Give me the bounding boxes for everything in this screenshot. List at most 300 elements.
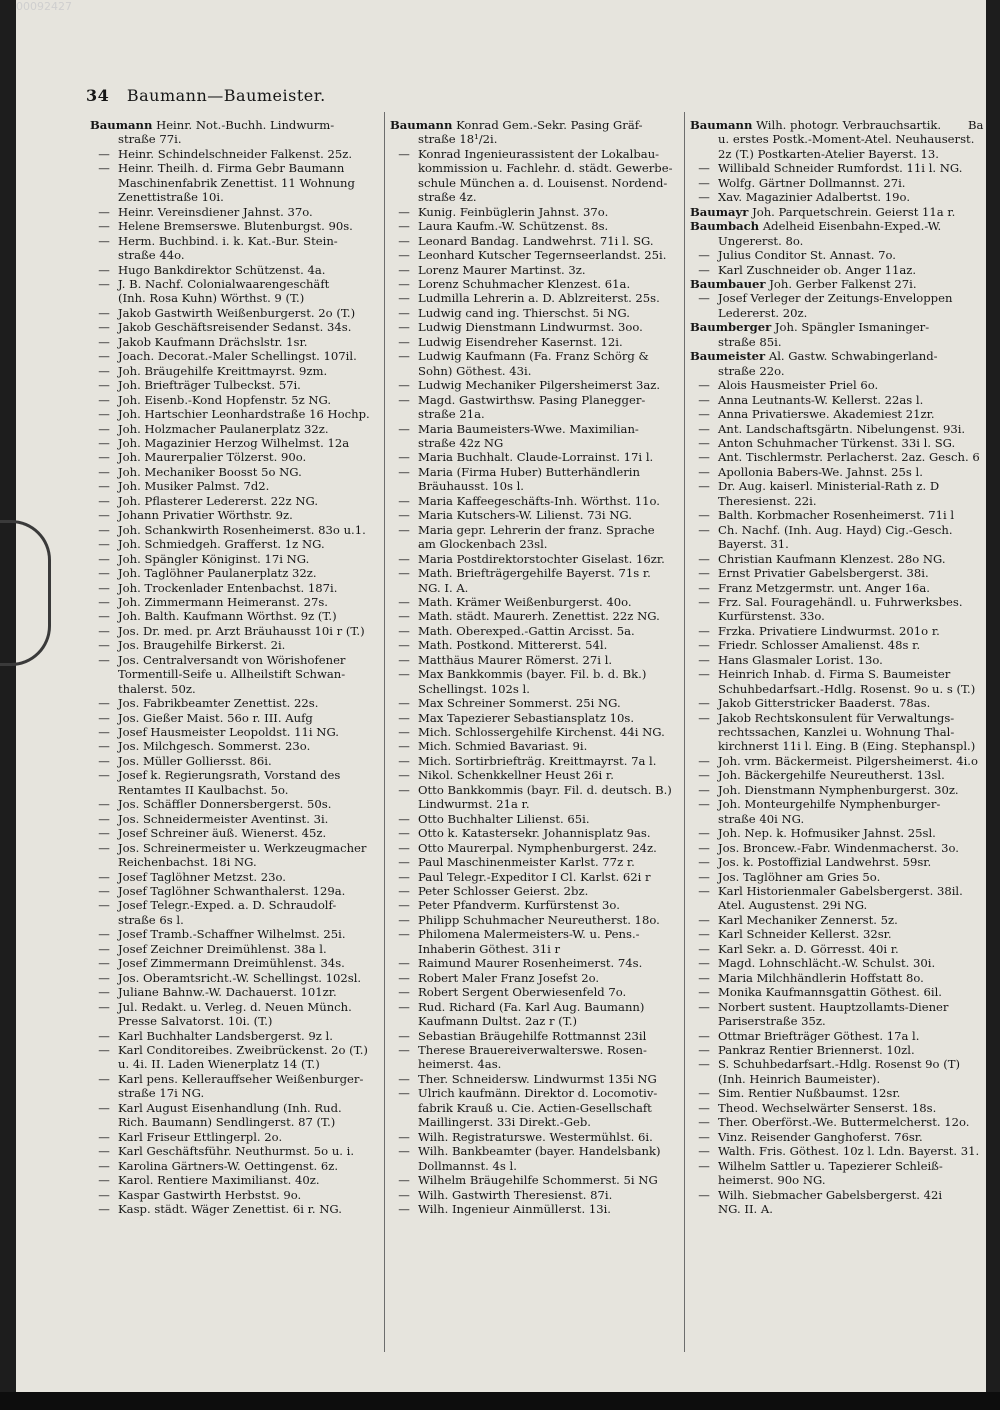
page-number: 34 <box>86 86 110 105</box>
directory-entry <box>90 190 380 204</box>
entry-text: Balth. Korbmacher Rosenheimerst. 71i l <box>718 508 955 523</box>
entry-text: Rud. Richard (Fa. Karl Aug. Baumann) <box>418 999 645 1014</box>
entry-text: straße 22o. <box>718 363 785 378</box>
directory-entry <box>390 1159 680 1173</box>
directory-entry <box>390 508 680 522</box>
entry-text: Joh. Holzmacher Paulanerplatz 32z. <box>118 421 329 436</box>
directory-entry <box>968 118 986 132</box>
directory-entry <box>690 118 980 132</box>
entry-text: straße 21a. <box>418 407 485 422</box>
ditto-dash: — <box>398 320 410 335</box>
directory-column-1 <box>90 118 380 1216</box>
ditto-dash: — <box>398 334 410 349</box>
ditto-dash: — <box>398 652 410 667</box>
directory-entry <box>390 566 680 580</box>
ditto-dash: — <box>698 1100 710 1115</box>
entry-text: Joh. Nep. k. Hofmusiker Jahnst. 25sl. <box>718 826 936 841</box>
directory-entry <box>90 754 380 768</box>
directory-entry <box>90 118 380 132</box>
ditto-dash: — <box>398 204 410 219</box>
ditto-dash: — <box>398 725 410 740</box>
directory-entry <box>690 508 980 522</box>
entry-text: Helene Bremserswe. Blutenburgst. 90s. <box>118 219 353 234</box>
directory-entry <box>390 812 680 826</box>
entry-text: Joh. Musiker Palmst. 7d2. <box>118 479 270 494</box>
entry-text: Wilhelm Bräugehilfe Schommerst. 5i NG <box>418 1173 658 1188</box>
directory-entry <box>690 132 980 146</box>
ditto-dash: — <box>698 797 710 812</box>
directory-entry <box>690 306 980 320</box>
directory-entry <box>390 595 680 609</box>
entry-text: Apollonia Babers-We. Jahnst. 25s l. <box>718 464 923 479</box>
directory-entry <box>90 884 380 898</box>
directory-entry <box>90 205 380 219</box>
entry-text: Sohn) Göthest. 43i. <box>418 363 532 378</box>
entry-text: Joh. Dienstmann Nymphenburgerst. 30z. <box>718 782 959 797</box>
ditto-dash: — <box>698 435 710 450</box>
directory-entry <box>90 581 380 595</box>
ditto-dash: — <box>698 869 710 884</box>
entry-text: Joh. Schankwirth Rosenheimerst. 83o u.1. <box>118 522 366 537</box>
entry-text: Anton Schuhmacher Türkenst. 33i l. SG. <box>718 435 956 450</box>
directory-entry <box>390 306 680 320</box>
binder-clip-mark <box>0 520 51 666</box>
entry-text: Herm. Buchbind. i. k. Kat.-Bur. Stein- <box>118 233 338 248</box>
entry-text: Joh. Mechaniker Boosst 5o NG. <box>118 464 302 479</box>
entry-text: Norbert sustent. Hauptzollamts-Diener <box>718 999 949 1014</box>
directory-entry <box>690 754 980 768</box>
ditto-dash: — <box>98 204 110 219</box>
directory-entry <box>690 1101 980 1115</box>
ditto-dash: — <box>698 248 710 263</box>
directory-entry <box>690 826 980 840</box>
ditto-dash: — <box>98 1187 110 1202</box>
entry-text: Pariserstraße 35z. <box>718 1014 826 1029</box>
entry-text: fabrik Krauß u. Cie. Actien-Gesellschaft <box>418 1100 652 1115</box>
entry-text: Maria gepr. Lehrerin der franz. Sprache <box>418 522 655 537</box>
directory-entry <box>690 465 980 479</box>
directory-entry <box>690 436 980 450</box>
entry-text: Jos. Braugehilfe Birkerst. 2i. <box>118 638 286 653</box>
entry-text: Jul. Redakt. u. Verleg. d. Neuen Münch. <box>118 999 352 1014</box>
entry-text: Theresienst. 22i. <box>718 493 817 508</box>
ditto-dash: — <box>98 479 110 494</box>
directory-entry <box>390 956 680 970</box>
directory-entry <box>90 682 380 696</box>
directory-entry <box>90 595 380 609</box>
directory-entry <box>390 884 680 898</box>
entry-text: Frz. Sal. Fouragehändl. u. Fuhrwerksbes. <box>718 594 963 609</box>
entry-text: NG. II. A. <box>718 1201 773 1216</box>
ditto-dash: — <box>698 638 710 653</box>
ditto-dash: — <box>398 450 410 465</box>
directory-entry <box>90 768 380 782</box>
ditto-dash: — <box>98 276 110 291</box>
directory-entry <box>90 552 380 566</box>
ditto-dash: — <box>698 696 710 711</box>
entry-text: Math. städt. Maurerh. Zenettist. 22z NG. <box>418 609 660 624</box>
directory-entry <box>90 465 380 479</box>
directory-entry <box>390 320 680 334</box>
directory-entry <box>690 855 980 869</box>
entry-text: Joh. Trockenlader Entenbachst. 187i. <box>118 580 338 595</box>
ditto-dash: — <box>398 927 410 942</box>
entry-text: Wilh. Gastwirth Theresienst. 87i. <box>418 1187 613 1202</box>
ditto-dash: — <box>698 450 710 465</box>
entry-text: Ludwig Dienstmann Lindwurmst. 3oo. <box>418 320 643 335</box>
directory-entry <box>390 638 680 652</box>
entry-text: S. Schuhbedarfsart.-Hdlg. Rosenst 9o (T) <box>718 1057 960 1072</box>
entry-text: Ottmar Briefträger Göthest. 17a l. <box>718 1028 920 1043</box>
ditto-dash: — <box>398 378 410 393</box>
ditto-dash: — <box>698 970 710 985</box>
ditto-dash: — <box>98 363 110 378</box>
directory-entry <box>390 927 680 941</box>
directory-entry <box>390 335 680 349</box>
entry-text: kommission u. Fachlehr. d. städt. Gewerbe- <box>418 161 673 176</box>
ditto-dash: — <box>398 638 410 653</box>
entry-text: Ther. Schneidersw. Lindwurmst 135i NG <box>418 1071 657 1086</box>
entry-text: Inhaberin Göthest. 31i r <box>418 941 561 956</box>
directory-entry <box>90 1188 380 1202</box>
entry-text: Mich. Schlossergehilfe Kirchenst. 44i NG. <box>418 725 665 740</box>
directory-entry <box>390 219 680 233</box>
ditto-dash: — <box>98 1144 110 1159</box>
ditto-dash: — <box>98 161 110 176</box>
directory-entry <box>390 711 680 725</box>
directory-entry <box>690 913 980 927</box>
ditto-dash: — <box>698 464 710 479</box>
entry-text: Ulrich kaufmänn. Direktor d. Locomotiv- <box>418 1086 658 1101</box>
entry-text: Presse Salvatorst. 10i. (T.) <box>118 1014 273 1029</box>
entry-text: Sim. Rentier Nußbaumst. 12sr. <box>718 1086 901 1101</box>
entry-text: Josef Verleger der Zeitungs-Enveloppen <box>718 291 953 306</box>
directory-entry <box>390 291 680 305</box>
directory-entry <box>90 277 380 291</box>
directory-entry <box>690 552 980 566</box>
directory-entry <box>690 1188 980 1202</box>
directory-entry <box>390 1202 680 1216</box>
ditto-dash: — <box>98 450 110 465</box>
entry-text: Math. Postkond. Mittererst. 54l. <box>418 638 608 653</box>
directory-entry <box>690 393 980 407</box>
entry-text: NG. I. A. <box>418 580 469 595</box>
directory-entry <box>390 696 680 710</box>
entry-text: Johann Privatier Wörthstr. 9z. <box>118 508 293 523</box>
directory-page <box>16 0 986 1392</box>
entry-text: Julius Conditor St. Annast. 7o. <box>718 248 896 263</box>
ditto-dash: — <box>698 623 710 638</box>
ditto-dash: — <box>98 320 110 335</box>
directory-entry <box>90 523 380 537</box>
directory-entry <box>90 407 380 421</box>
ditto-dash: — <box>398 826 410 841</box>
ditto-dash: — <box>398 146 410 161</box>
directory-entry <box>390 725 680 739</box>
ditto-dash: — <box>698 392 710 407</box>
entry-text: Jos. Gießer Maist. 56o r. III. Aufg <box>118 710 313 725</box>
ditto-dash: — <box>98 378 110 393</box>
entry-text: Atel. Augustenst. 29i NG. <box>718 898 868 913</box>
directory-entry <box>90 1029 380 1043</box>
ditto-dash: — <box>98 421 110 436</box>
entry-text: Ludwig Eisendreher Kasernst. 12i. <box>418 334 623 349</box>
entry-text: Heinr. Theilh. d. Firma Gebr Baumann <box>118 161 345 176</box>
directory-entry <box>390 1086 680 1100</box>
ditto-dash: — <box>698 927 710 942</box>
entry-text: Willibald Schneider Rumfordst. 11i l. NG. <box>718 161 963 176</box>
entry-text: u. erstes Postk.-Moment-Atel. Neuhauserst. <box>718 132 975 147</box>
entry-text: Jos. Fabrikbeamter Zenettist. 22s. <box>118 696 319 711</box>
ditto-dash: — <box>98 985 110 1000</box>
directory-entry <box>390 1144 680 1158</box>
entry-text: Jos. Oberamtsricht.-W. Schellingst. 102sl. <box>118 970 362 985</box>
ditto-dash: — <box>698 1115 710 1130</box>
ditto-dash: — <box>398 464 410 479</box>
entry-text: Maria Kutschers-W. Lilienst. 73i NG. <box>418 508 632 523</box>
ditto-dash: — <box>698 551 710 566</box>
directory-entry <box>90 263 380 277</box>
entry-text: Sebastian Bräugehilfe Rottmannst 23il <box>418 1028 647 1043</box>
directory-entry <box>390 1057 680 1071</box>
entry-text: Schuhbedarfsart.-Hdlg. Rosenst. 9o u. s (T.) <box>718 681 976 696</box>
ditto-dash: — <box>398 1129 410 1144</box>
entry-text: Al. Gastw. Schwabingerland- <box>768 349 938 364</box>
directory-entry <box>390 422 680 436</box>
ditto-dash: — <box>698 985 710 1000</box>
entry-text: Ant. Tischlermstr. Perlacherst. 2az. Gesch. 6 <box>718 450 980 465</box>
entry-text: Jos. Schneidermeister Aventinst. 3i. <box>118 811 329 826</box>
entry-text: Ernst Privatier Gabelsbergerst. 38i. <box>718 566 929 581</box>
ditto-dash: — <box>98 262 110 277</box>
ditto-dash: — <box>698 407 710 422</box>
ditto-dash: — <box>98 623 110 638</box>
entry-text: Mich. Schmied Bavariast. 9i. <box>418 739 588 754</box>
entry-text: straße 18¹/2i. <box>418 132 498 147</box>
entry-text: Philipp Schuhmacher Neureutherst. 18o. <box>418 912 660 927</box>
entry-text: Reichenbachst. 18i NG. <box>118 855 257 870</box>
ditto-dash: — <box>98 551 110 566</box>
directory-entry <box>390 393 680 407</box>
directory-entry <box>90 826 380 840</box>
directory-entry <box>690 797 980 811</box>
directory-entry <box>690 450 980 464</box>
directory-entry <box>390 841 680 855</box>
ditto-dash: — <box>98 435 110 450</box>
entry-text: Karl Mechaniker Zennerst. 5z. <box>718 912 898 927</box>
directory-entry <box>690 234 980 248</box>
directory-entry <box>390 378 680 392</box>
directory-entry <box>690 537 980 551</box>
ditto-dash: — <box>98 233 110 248</box>
directory-entry <box>90 1115 380 1129</box>
ditto-dash: — <box>398 594 410 609</box>
directory-entry <box>690 595 980 609</box>
directory-entry <box>690 768 980 782</box>
directory-entry <box>690 566 980 580</box>
ditto-dash: — <box>98 884 110 899</box>
directory-entry <box>390 234 680 248</box>
ditto-dash: — <box>398 1187 410 1202</box>
entry-text: Heinr. Not.-Buchh. Lindwurm- <box>156 118 335 132</box>
entry-text: Joh. Balth. Kaufmann Wörthst. 9z (T.) <box>118 609 337 624</box>
directory-entry <box>690 1057 980 1071</box>
ditto-dash: — <box>398 739 410 754</box>
ditto-dash: — <box>98 1071 110 1086</box>
directory-entry <box>690 349 980 363</box>
ditto-dash: — <box>398 956 410 971</box>
ditto-dash: — <box>698 1043 710 1057</box>
entry-text: Karl Sekr. a. D. Görresst. 40i r. <box>718 941 899 956</box>
entry-text: Vinz. Reisender Ganghoferst. 76sr. <box>718 1129 923 1144</box>
directory-entry <box>90 971 380 985</box>
entry-text: Heinrich Inhab. d. Firma S. Baumeister <box>718 667 951 682</box>
directory-entry <box>690 638 980 652</box>
ditto-dash: — <box>698 941 710 956</box>
ditto-dash: — <box>698 522 710 537</box>
ditto-dash: — <box>98 725 110 740</box>
directory-entry <box>390 1072 680 1086</box>
directory-entry <box>690 364 980 378</box>
ditto-dash: — <box>398 522 410 537</box>
surname-heading: Baumbach <box>690 219 760 234</box>
directory-entry <box>390 1000 680 1014</box>
entry-text: Joh. Hartschier Leonhardstraße 16 Hochp. <box>118 407 370 422</box>
ditto-dash: — <box>398 811 410 826</box>
ditto-dash: — <box>98 927 110 942</box>
ditto-dash: — <box>698 652 710 667</box>
entry-text: Jakob Geschäftsreisender Sedanst. 34s. <box>118 320 352 335</box>
directory-entry <box>90 479 380 493</box>
directory-entry <box>690 1029 980 1043</box>
directory-entry <box>390 436 680 450</box>
directory-entry <box>390 653 680 667</box>
directory-entry <box>690 422 980 436</box>
entry-text: Mich. Sortirbriefträg. Kreittmayrst. 7a l. <box>418 753 657 768</box>
directory-entry <box>690 1130 980 1144</box>
directory-entry <box>390 1115 680 1129</box>
entry-text: Maillingerst. 33i Direkt.-Geb. <box>418 1115 591 1130</box>
directory-entry <box>390 985 680 999</box>
entry-text: Karl Historienmaler Gabelsbergerst. 38il. <box>718 884 963 899</box>
entry-text: Josef k. Regierungsrath, Vorstand des <box>118 768 341 783</box>
entry-text: Joh. Schmiedgeh. Grafferst. 1z NG. <box>118 537 325 552</box>
entry-text: Joh. Spängler Ismaninger- <box>774 320 930 335</box>
directory-entry <box>690 783 980 797</box>
directory-entry <box>390 364 680 378</box>
entry-text: Karl Geschäftsführ. Neuthurmst. 5o u. i. <box>118 1144 355 1159</box>
directory-entry <box>690 725 980 739</box>
entry-text: Joh. Zimmermann Heimeranst. 27s. <box>118 594 328 609</box>
ditto-dash: — <box>398 609 410 624</box>
entry-text: Nikol. Schenkkellner Heust 26i r. <box>418 768 614 783</box>
directory-entry <box>90 942 380 956</box>
entry-text: Kasp. städt. Wäger Zenettist. 6i r. NG. <box>118 1201 342 1216</box>
entry-text: Math. Krämer Weißenburgerst. 40o. <box>418 594 632 609</box>
entry-text: Jos. Taglöhner am Gries 5o. <box>718 869 881 884</box>
entry-text: Peter Schlosser Geierst. 2bz. <box>418 884 589 899</box>
directory-entry <box>90 508 380 522</box>
entry-text: Leonhard Kutscher Tegernseerlandst. 25i. <box>418 248 667 263</box>
directory-entry <box>390 739 680 753</box>
entry-text: Hans Glasmaler Lorist. 13o. <box>718 652 883 667</box>
entry-text: Joh. Eisenb.-Kond Hopfenstr. 5z NG. <box>118 392 332 407</box>
directory-entry <box>690 1173 980 1187</box>
entry-text: Monika Kaufmannsgattin Göthest. 6il. <box>718 985 942 1000</box>
directory-entry <box>390 190 680 204</box>
ditto-dash: — <box>98 999 110 1014</box>
ditto-dash: — <box>98 898 110 913</box>
entry-text: Ant. Landschaftsgärtn. Nibelungenst. 93i. <box>718 421 966 436</box>
directory-entry <box>390 349 680 363</box>
ditto-dash: — <box>698 956 710 971</box>
directory-entry <box>90 364 380 378</box>
directory-entry <box>90 1043 380 1057</box>
directory-entry <box>390 624 680 638</box>
directory-entry <box>90 566 380 580</box>
directory-entry <box>90 436 380 450</box>
surname-heading: Baumeister <box>690 349 766 364</box>
surname-heading: Baumann <box>390 118 453 132</box>
directory-entry <box>390 1188 680 1202</box>
entry-text: Joh. Monteurgehilfe Nymphenburger- <box>718 797 941 812</box>
entry-text: Wilh. photogr. Verbrauchsartik. <box>756 118 942 132</box>
entry-text: Maschinenfabrik Zenettist. 11 Wohnung <box>118 175 355 190</box>
entry-text: Paul Maschinenmeister Karlst. 77z r. <box>418 855 635 870</box>
entry-text: Karol. Rentiere Maximilianst. 40z. <box>118 1173 320 1188</box>
directory-entry <box>90 638 380 652</box>
entry-text: Anna Leutnants-W. Kellerst. 22as l. <box>718 392 924 407</box>
ditto-dash: — <box>98 1158 110 1173</box>
entry-text: straße 85i. <box>718 334 782 349</box>
entry-text: Konrad Ingenieurassistent der Lokalbau- <box>418 146 660 161</box>
directory-entry <box>690 320 980 334</box>
ditto-dash: — <box>698 912 710 927</box>
entry-text: Karl pens. Kellerauffseher Weißenburger- <box>118 1071 364 1086</box>
directory-entry <box>690 942 980 956</box>
entry-text: 2z (T.) Postkarten-Atelier Bayerst. 13. <box>718 146 939 161</box>
directory-entry <box>690 1000 980 1014</box>
directory-entry <box>390 479 680 493</box>
ditto-dash: — <box>698 175 710 190</box>
directory-entry <box>90 870 380 884</box>
ditto-dash: — <box>98 638 110 653</box>
entry-text: Franz Metzgermstr. unt. Anger 16a. <box>718 580 930 595</box>
ditto-dash: — <box>98 753 110 768</box>
directory-entry <box>690 1144 980 1158</box>
directory-entry <box>390 537 680 551</box>
entry-text: Jakob Gastwirth Weißenburgerst. 2o (T.) <box>118 305 356 320</box>
directory-entry <box>690 609 980 623</box>
ditto-dash: — <box>698 479 710 494</box>
entry-text: straße 77i. <box>118 132 182 147</box>
directory-entry <box>90 176 380 190</box>
entry-text: Joh. Parquetschrein. Geierst 11a r. <box>752 204 956 219</box>
page-header <box>86 86 326 105</box>
entry-text: Max Schreiner Sommerst. 25i NG. <box>418 696 621 711</box>
ditto-dash: — <box>98 566 110 581</box>
directory-entry <box>390 1101 680 1115</box>
entry-text: Hugo Bankdirektor Schützenst. 4a. <box>118 262 326 277</box>
directory-entry <box>390 407 680 421</box>
entry-text: Therese Brauereiverwalterswe. Rosen- <box>418 1043 647 1057</box>
entry-text: Joh. Gerber Falkenst 27i. <box>769 276 917 291</box>
entry-text: Jos. Schäffler Donnersbergerst. 50s. <box>118 797 332 812</box>
ditto-dash: — <box>98 580 110 595</box>
surname-heading: Baumberger <box>690 320 772 335</box>
ditto-dash: — <box>398 999 410 1014</box>
directory-entry <box>390 1043 680 1057</box>
